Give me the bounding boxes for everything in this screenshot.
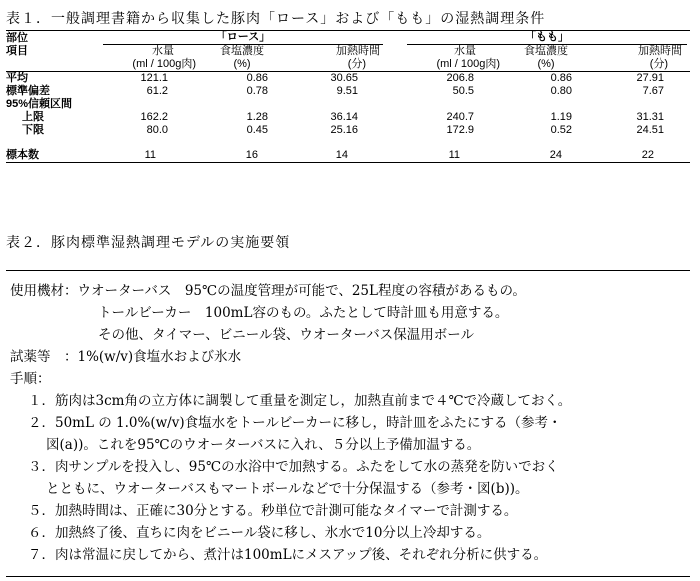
group-header-loin: 「ロース」	[98, 31, 388, 46]
equipment-line	[10, 280, 690, 302]
step-item: ３．肉サンプルを投入し、95℃の水浴中で加熱する。ふたをして水の蒸発を防いでおく	[28, 459, 559, 475]
corner-item-label: 項目	[6, 45, 28, 57]
cell: 14	[284, 149, 388, 163]
table2-top-rule	[6, 270, 690, 271]
cell: 1.28	[246, 111, 268, 123]
cell: 0.80	[550, 85, 573, 97]
row-label: 標準偏差	[6, 85, 50, 97]
row-label: 上限	[22, 111, 44, 123]
col-unit: (分)	[588, 58, 690, 72]
step-item: ５．加熱時間は、正確に30分とする。秒単位で計測可能なタイマーで計測する。	[28, 503, 518, 519]
reagent-label: 試薬等 ：	[10, 349, 78, 365]
table-row	[6, 124, 690, 137]
procedure-label: 手順：	[10, 371, 51, 387]
reagent-line	[10, 346, 690, 368]
col-unit: (ml / 100g肉)	[98, 58, 200, 72]
table-row	[6, 98, 690, 111]
cell: 25.16	[330, 124, 359, 136]
step-item: ２．50mL の 1.0%(w/v)食塩水をトールビーカーに移し，時計皿をふたにする（参考・	[28, 415, 562, 431]
equipment-item: ウオーターバス 95℃の温度管理が可能で、25L程度の容積があるもの。	[77, 283, 526, 299]
cell: 16	[200, 149, 284, 163]
table-row	[6, 149, 690, 163]
corner-part-label: 部位	[6, 31, 98, 46]
cell: 61.2	[146, 85, 168, 97]
cell: 162.2	[140, 111, 168, 123]
procedure-block	[10, 280, 690, 566]
step-item-continued: 図(a))。これを95℃のウオーターバスに入れ、５分以上予備加温する。	[46, 437, 481, 453]
reagent-value: 1%(w/v)食塩水および氷水	[77, 349, 242, 365]
col-header: 加熱時間	[638, 45, 683, 57]
cell: 11	[404, 149, 504, 163]
table-row	[6, 111, 690, 124]
equipment-label: 使用機材：	[10, 283, 78, 299]
row-label: 標本数	[6, 149, 98, 163]
table-row	[6, 85, 690, 98]
cell: 7.67	[642, 85, 665, 97]
step-item: ７．肉は常温に戻してから、煮汁は100mLにメスアップ後、それぞれ分析に供する。	[28, 547, 548, 563]
cooking-conditions-table	[6, 30, 690, 163]
row-label: 下限	[22, 124, 44, 136]
cell: 80.0	[146, 124, 168, 136]
col-unit: (%)	[200, 58, 284, 72]
step-item: ６．加熱終了後、直ちに肉をビニール袋に移し、氷水で10分以上冷却する。	[28, 525, 491, 541]
equipment-item: その他、タイマー、ビニール袋、ウオーターバス保温用ボール	[98, 327, 474, 343]
col-header: 水量	[152, 45, 174, 57]
col-unit: (%)	[504, 58, 588, 72]
cell: 11	[98, 149, 200, 163]
cell: 9.51	[336, 85, 359, 97]
col-unit: (分)	[284, 58, 388, 72]
cell: 240.7	[446, 111, 475, 123]
cell: 0.86	[550, 72, 573, 84]
col-header: 水量	[454, 45, 477, 57]
equipment-item: トールビーカー 100mL容のもの。ふたとして時計皿も用意する。	[98, 305, 509, 321]
cell: 24.51	[636, 124, 665, 136]
cell: 27.91	[636, 72, 665, 84]
cell: 36.14	[330, 111, 359, 123]
cell: 50.5	[452, 85, 475, 97]
cell: 22	[588, 149, 690, 163]
cell: 24	[504, 149, 588, 163]
cell: 1.19	[550, 111, 573, 123]
table-row	[6, 72, 690, 86]
cell: 172.9	[446, 124, 475, 136]
cell: 0.78	[246, 85, 268, 97]
table2-bottom-rule	[6, 576, 690, 577]
cell: 0.86	[246, 72, 268, 84]
cell: 0.52	[550, 124, 573, 136]
cell: 206.8	[446, 72, 475, 84]
cell: 121.1	[140, 72, 168, 84]
cell: 30.65	[330, 72, 359, 84]
row-label: 平均	[6, 72, 28, 84]
table2-caption: 表２．豚肉標準湿熱調理モデルの実施要領	[6, 235, 291, 251]
step-item: １．筋肉は3cm角の立方体に調製して重量を測定し，加熱直前まで４℃で冷蔵しておく。	[28, 393, 572, 409]
step-item-continued: とともに、ウオーターバスもマートボールなどで十分保温する（参考・図(b))。	[46, 481, 529, 497]
group-header-thigh: 「もも」	[404, 31, 690, 46]
cell: 0.45	[246, 124, 268, 136]
col-unit: (ml / 100g肉)	[404, 58, 504, 72]
col-header: 加熱時間	[336, 45, 381, 57]
table1-caption: 表１．一般調理書籍から収集した豚肉「ロース」および「もも」の湿熱調理条件	[6, 11, 546, 27]
col-header: 食塩濃度	[220, 45, 264, 57]
cell: 31.31	[636, 111, 665, 123]
row-label: 95%信頼区間	[6, 98, 73, 110]
col-header: 食塩濃度	[524, 45, 569, 57]
